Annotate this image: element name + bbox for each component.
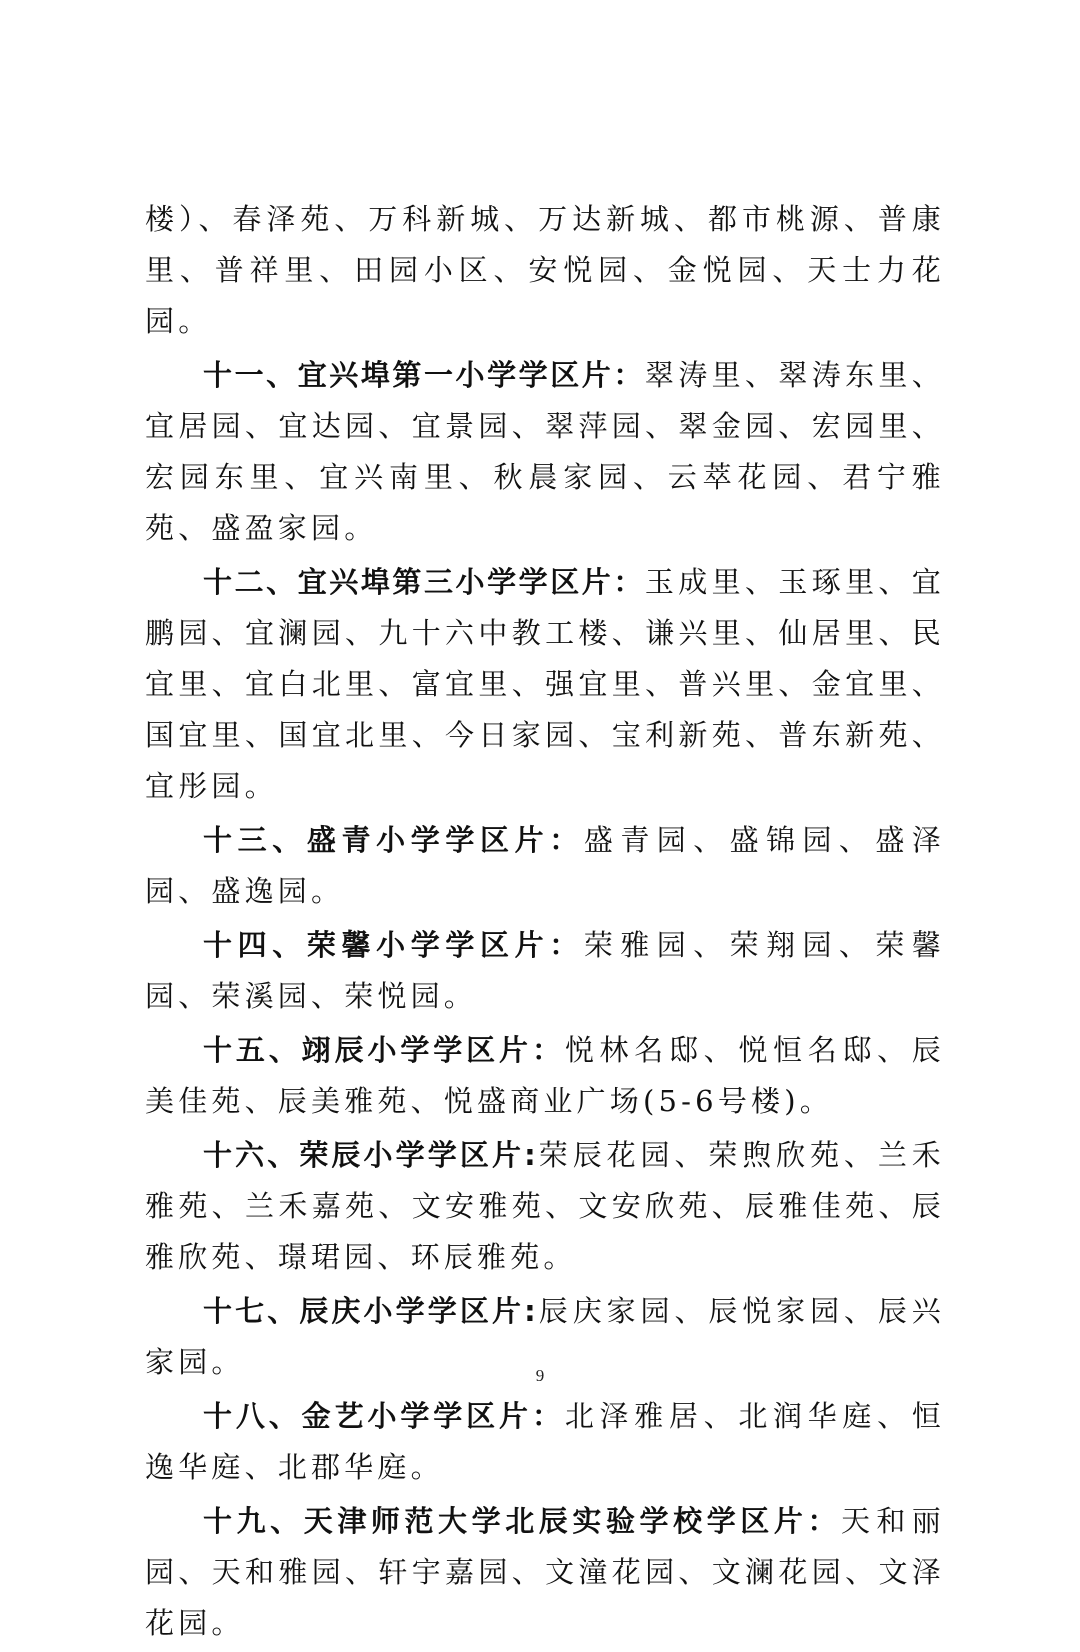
section-label: 十六、荣辰小学学区片:: [203, 1138, 539, 1172]
section-paragraph-12: [145, 557, 945, 812]
section-label: 十一、宜兴埠第一小学学区片：: [203, 358, 645, 392]
section-paragraph-19: [145, 1496, 945, 1649]
section-text: 翠涛里、翠涛东里、宜居园、宜达园、宜景园、翠萍园、翠金园、宏园里、宏园东里、宜兴南里、秋晨家园、云萃花园、君宁雅苑、盛盈家园。: [145, 358, 945, 545]
section-label: 十四、荣馨小学学区片：: [203, 928, 584, 962]
section-label: 十二、宜兴埠第三小学学区片：: [203, 565, 645, 599]
section-text: 辰庆家园、辰悦家园、辰兴家园。: [145, 1294, 945, 1379]
section-paragraph-16: [145, 1130, 945, 1283]
section-paragraph-14: [145, 920, 945, 1022]
section-text: 悦林名邸、悦恒名邸、辰美佳苑、辰美雅苑、悦盛商业广场(5-6号楼)。: [145, 1033, 945, 1118]
intro-paragraph: [145, 194, 945, 347]
section-text: 天和丽园、天和雅园、轩宇嘉园、文潼花园、文澜花园、文泽花园。: [145, 1504, 945, 1640]
section-text: 盛青园、盛锦园、盛泽园、盛逸园。: [145, 823, 945, 908]
section-text: 北泽雅居、北润华庭、恒逸华庭、北郡华庭。: [145, 1399, 945, 1484]
section-text: 玉成里、玉琢里、宜鹏园、宜澜园、九十六中教工楼、谦兴里、仙居里、民宜里、宜白北里、富宜里、强宜里、普兴里、金宜里、国宜里、国宜北里、今日家园、宝利新苑、普东新苑、宜彤园。: [145, 565, 945, 803]
intro-text: 楼）、春泽苑、万科新城、万达新城、都市桃源、普康里、普祥里、田园小区、安悦园、金悦园、天士力花园。: [145, 202, 945, 338]
section-label: 十五、翊辰小学学区片：: [203, 1033, 565, 1067]
section-text: 荣雅园、荣翔园、荣馨园、荣溪园、荣悦园。: [145, 928, 945, 1013]
section-label: 十七、辰庆小学学区片:: [203, 1294, 539, 1328]
section-label: 十三、盛青小学学区片：: [203, 823, 584, 857]
section-paragraph-15: [145, 1025, 945, 1127]
page-number: 9: [535, 1366, 545, 1385]
section-paragraph-18: [145, 1391, 945, 1493]
section-label: 十八、金艺小学学区片：: [203, 1399, 565, 1433]
document-body: [145, 194, 945, 1652]
section-paragraph-11: [145, 350, 945, 554]
section-text: 荣辰花园、荣煦欣苑、兰禾雅苑、兰禾嘉苑、文安雅苑、文安欣苑、辰雅佳苑、辰雅欣苑、璟珺园、环辰雅苑。: [145, 1138, 945, 1274]
section-label: 十九、天津师范大学北辰实验学校学区片：: [203, 1504, 842, 1538]
section-paragraph-13: [145, 815, 945, 917]
